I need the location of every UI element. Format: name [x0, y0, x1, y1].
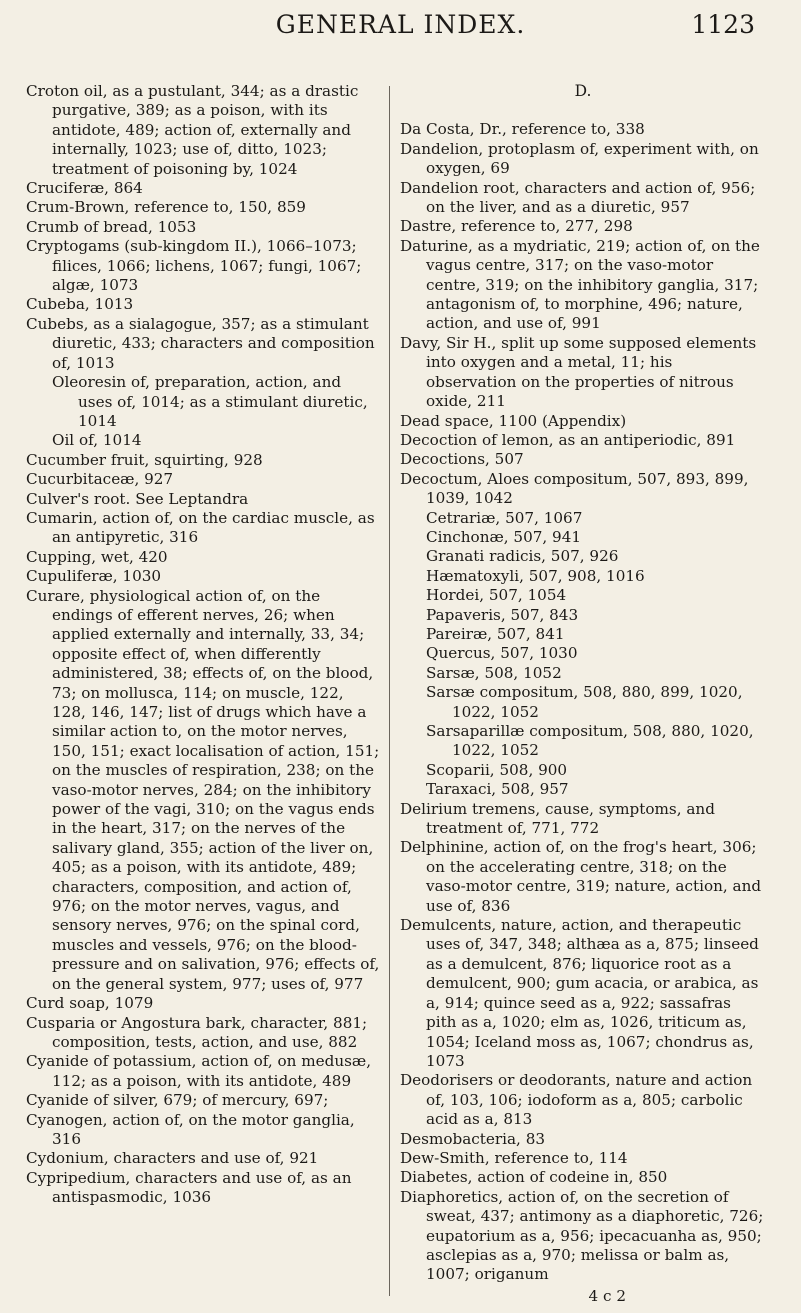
index-entry: Cypripedium, characters and use of, as an antispasmodic, 1036 [26, 1168, 352, 1207]
index-subentry: Pareiræ, 507, 841 [426, 624, 565, 643]
index-entry: Cubeba, 1013 [26, 295, 134, 314]
index-subentry: Quercus, 507, 1030 [426, 644, 578, 663]
index-subentry: Cinchonæ, 507, 941 [426, 527, 582, 546]
index-entry: Cyanide of potassium, action of, on medusæ, 112; as a poison, with its antidote, 489 [26, 1052, 372, 1090]
index-entry: Diaphoretics, action of, on the secretion of sweat, 437; antimony as a diaphoretic, 726; eupatorium as a, 956; ipecacuanha as, 950; asclepias as a, 970; melissa or balm as, 1007; origanum [400, 1187, 764, 1284]
section-heading: D. [574, 82, 592, 100]
index-entry: Cucurbitaceæ, 927 [26, 470, 174, 489]
signature-mark: 4 c 2 [588, 1286, 626, 1305]
index-entry: Daturine, as a mydriatic, 219; action of, on the vagus centre, 317; on the vaso-motor centre, 319; on the inhibitory ganglia, 317; antagonism of, to morphine, 496; nature, action, and use of, 991 [400, 236, 760, 333]
index-entry: Curd soap, 1079 [26, 994, 154, 1013]
index-subentry: Papaveris, 507, 843 [426, 605, 579, 624]
page-header [0, 10, 801, 50]
index-entry: Davy, Sir H., split up some supposed elements into oxygen and a metal, 11; his observation on the properties of nitrous oxide, 211 [400, 333, 757, 411]
index-entry: Crumb of bread, 1053 [26, 217, 197, 236]
index-column-left [26, 82, 380, 1208]
index-entry: Cyanogen, action of, on the motor ganglia, 316 [26, 1110, 355, 1148]
right-entry-list [400, 120, 766, 1284]
index-entry: Cydonium, characters and use of, 921 [26, 1149, 319, 1168]
index-entry: Dandelion, protoplasm of, experiment with, on oxygen, 69 [400, 139, 759, 178]
index-subentry: Taraxaci, 508, 957 [426, 780, 569, 799]
index-entry: Cupping, wet, 420 [26, 547, 168, 566]
index-entry: Desmobacteria, 83 [400, 1129, 546, 1148]
index-entry: Curare, physiological action of, on the endings of efferent nerves, 26; when applied externally and internally, 33, 34; opposite effect of, when differently administered, 38; effects of, on the blood, 73; on mollusca, 114; on muscle, 122, 128, 146, 147; list of drugs which have a similar action to, on the motor nerves, 150, 151; exact localisation of action, 151; on the muscles of respiration, 238; on the vaso-motor nerves, 284; on the inhibitory power of the vagi, 310; on the vagus ends in the heart, 317; on the nerves of the salivary gland, 355; action of the liver on, 405; as a poison, with its antidote, 489; characters, composition, and action of, 976; on the motor nerves, vagus, and sensory nerves, 976; on the spinal cord, muscles and vessels, 976; on the blood-pressure and on salivation, 976; effects of, on the general system, 977; uses of, 977 [26, 586, 380, 993]
index-subentry: Hordei, 507, 1054 [426, 586, 567, 605]
index-subentry: Cetrariæ, 507, 1067 [426, 508, 583, 527]
index-subentry: Oleoresin of, preparation, action, and uses of, 1014; as a stimulant diuretic, 1014 [52, 373, 368, 430]
index-subentry: Hæmatoxyli, 507, 908, 1016 [426, 566, 645, 585]
index-entry: Cubebs, as a sialagogue, 357; as a stimulant diuretic, 433; characters and composition of, 1013 [26, 314, 375, 372]
index-subentry: Scoparii, 508, 900 [426, 760, 568, 779]
index-column-right [400, 82, 766, 1306]
index-entry: Delirium tremens, cause, symptoms, and treatment of, 771, 772 [400, 799, 715, 838]
index-entry: Decoction of lemon, as an antiperiodic, 891 [400, 430, 736, 449]
page-title: GENERAL INDEX. [275, 10, 526, 39]
index-subentry: Oil of, 1014 [52, 431, 142, 450]
column-divider [389, 86, 390, 1296]
index-entry: Croton oil, as a pustulant, 344; as a drastic purgative, 389; as a poison, with its antidote, 489; action of, externally and internally, 1023; use of, ditto, 1023; treatment of poisoning by, 1024 [26, 82, 359, 178]
index-entry: Da Costa, Dr., reference to, 338 [400, 120, 645, 139]
index-subentry: Sarsaparillæ compositum, 508, 880, 1020, 1022, 1052 [426, 722, 754, 760]
index-entry: Cyanide of silver, 679; of mercury, 697; [26, 1091, 329, 1110]
index-entry: Cumarin, action of, on the cardiac muscle, as an antipyretic, 316 [26, 508, 375, 547]
index-entry: Diabetes, action of codeine in, 850 [400, 1168, 668, 1187]
index-entry: Delphinine, action of, on the frog's heart, 306; on the accelerating centre, 318; on the vaso-motor centre, 319; nature, action, and use of, 836 [400, 838, 762, 915]
index-entry: Crum-Brown, reference to, 150, 859 [26, 198, 306, 217]
index-entry: Deodorisers or deodorants, nature and action of, 103, 106; iodoform as a, 805; carbolic acid as a, 813 [400, 1071, 753, 1129]
index-entry: Dastre, reference to, 277, 298 [400, 217, 633, 236]
index-entry: Cryptogams (sub-kingdom II.), 1066–1073; filices, 1066; lichens, 1067; fungi, 1067; algæ, 1073 [26, 237, 362, 295]
index-entry: Dead space, 1100 (Appendix) [400, 411, 627, 430]
index-entry: Decoctum, Aloes compositum, 507, 893, 899, 1039, 1042 [400, 469, 749, 508]
index-entry: Dandelion root, characters and action of, 956; on the liver, and as a diuretic, 957 [400, 178, 756, 217]
index-entry: Cruciferæ, 864 [26, 179, 143, 198]
index-entry: Demulcents, nature, action, and therapeutic uses of, 347, 348; althæa as a, 875; linseed as a demulcent, 876; liquorice root as a demulcent, 900; gum acacia, or arabica, as a, 914; quince seed as a, 922; sassafras pith as a, 1020; elm as, 1026, triticum as, 1054; Iceland moss as, 1067; chondrus as, 1073 [400, 916, 759, 1070]
index-entry: Cucumber fruit, squirting, 928 [26, 450, 263, 469]
page-number: 1123 [691, 10, 755, 39]
index-subentry: Sarsæ compositum, 508, 880, 899, 1020, 1022, 1052 [426, 683, 743, 721]
index-entry: Dew-Smith, reference to, 114 [400, 1148, 628, 1167]
index-entry: Culver's root. See Leptandra [26, 489, 249, 508]
index-entry: Cusparia or Angostura bark, character, 881; composition, tests, action, and use, 882 [26, 1013, 368, 1051]
index-entry: Cupuliferæ, 1030 [26, 567, 162, 586]
index-subentry: Sarsæ, 508, 1052 [426, 663, 562, 682]
index-entry: Decoctions, 507 [400, 450, 524, 469]
index-subentry: Granati radicis, 507, 926 [426, 547, 619, 566]
